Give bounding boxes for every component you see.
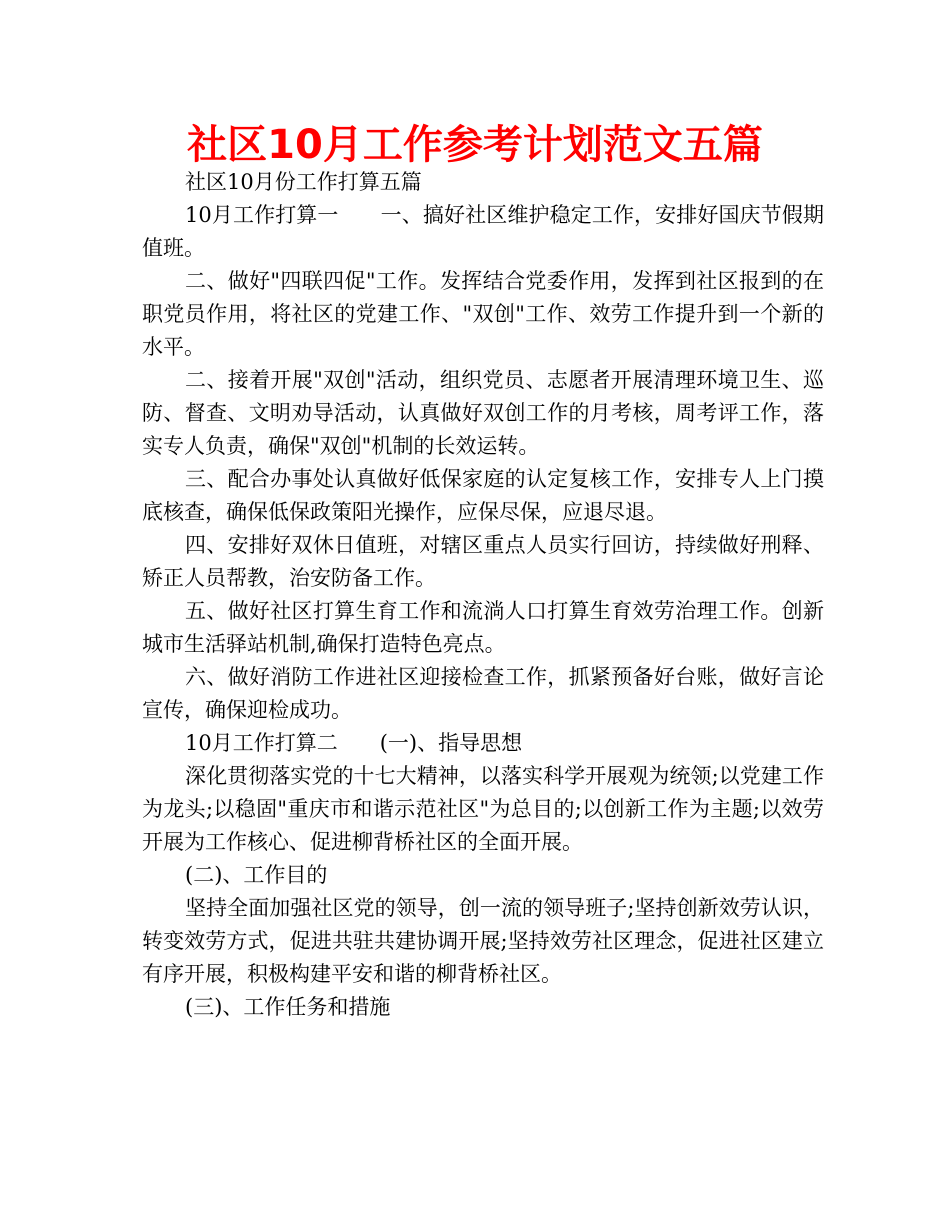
plan-1-heading: 10月工作打算一 [185, 203, 339, 227]
paragraph: 五、做好社区打算生育工作和流淌人口打算生育效劳治理工作。创新城市生活驿站机制,确保打造特色亮点。 [142, 599, 824, 656]
paragraph: 二、做好"四联四促"工作。发挥结合党委作用，发挥到社区报到的在职党员作用，将社区的党建工作、"双创"工作、效劳工作提升到一个新的水平。 [142, 269, 824, 359]
section-heading: (三)、工作任务和措施 [185, 995, 391, 1019]
plan-2-heading: 10月工作打算二 [185, 731, 338, 755]
paragraph: 三、配合办事处认真做好低保家庭的认定复核工作，安排专人上门摸底核查，确保低保政策阳光操作，应保尽保，应退尽退。 [142, 467, 824, 524]
section-heading: (二)、工作目的 [185, 863, 328, 887]
paragraph: 深化贯彻落实党的十七大精神，以落实科学开展观为统领;以党建工作为龙头;以稳固"重庆市和谐示范社区"为总目的;以创新工作为主题;以效劳开展为工作核心、促进柳背桥社区的全面开展。 [142, 764, 824, 854]
document-body [142, 166, 824, 1024]
plan-2-paragraph [142, 727, 824, 760]
paragraph: 六、做好消防工作进社区迎接检查工作，抓紧预备好台账，做好言论宣传，确保迎检成功。 [142, 665, 824, 722]
paragraph: 二、接着开展"双创"活动，组织党员、志愿者开展清理环境卫生、巡防、督查、文明劝导活动，认真做好双创工作的月考核，周考评工作，落实专人负责，确保"双创"机制的长效运转。 [142, 368, 824, 458]
plan-2-first-item: (一)、指导思想 [379, 731, 523, 755]
document-subtitle: 社区10月份工作打算五篇 [185, 170, 422, 194]
plan-1-first-item: 一、搞好社区维护稳定工作，安排好国庆节假期值班。 [142, 203, 824, 260]
plan-1-paragraph [142, 199, 824, 265]
document-title: 社区10月工作参考计划范文五篇 [187, 122, 763, 168]
paragraph: 四、安排好双休日值班，对辖区重点人员实行回访，持续做好刑释、矫正人员帮教，治安防备工作。 [142, 533, 824, 590]
paragraph: 坚持全面加强社区党的领导，创一流的领导班子;坚持创新效劳认识，转变效劳方式，促进共驻共建协调开展;坚持效劳社区理念，促进社区建立有序开展，积极构建平安和谐的柳背桥社区。 [142, 896, 824, 986]
